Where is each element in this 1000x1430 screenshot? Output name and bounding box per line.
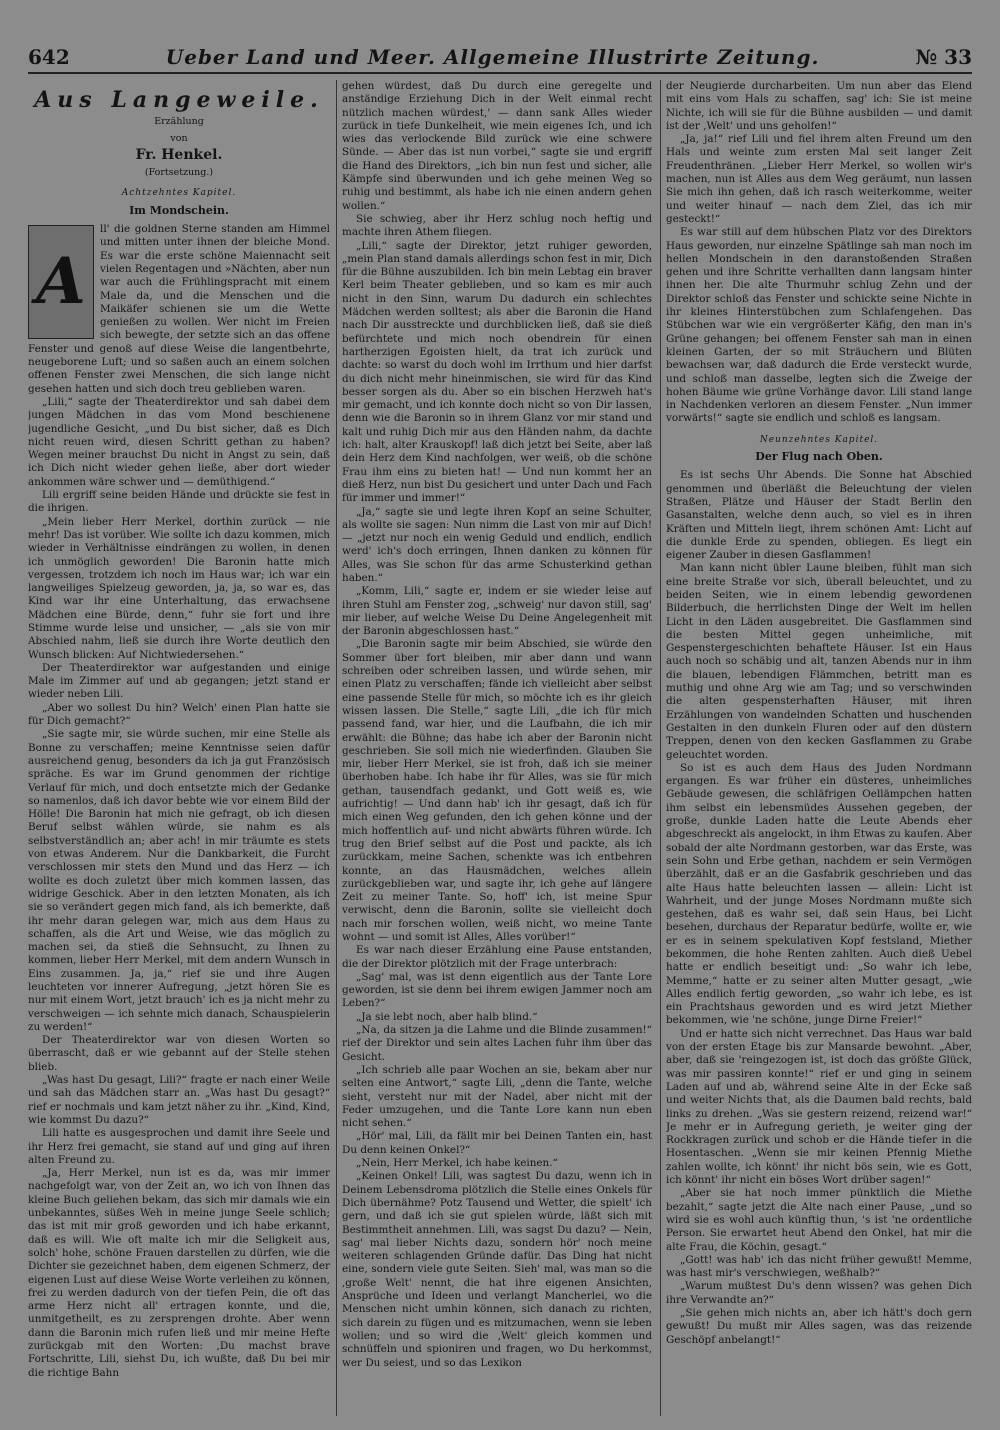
paragraph: „Was hast Du gesagt, Lili?“ fragte er nach einer Weile und sah das Mädchen starr an. „Was hast Du gesagt?“ rief er nochmals und kam jetzt näher zu ihr. „Kind, Kind, wie kommst Du dazu?“ (28, 1074, 330, 1126)
paragraph: „Ja, ja!“ rief Lili und fiel ihrem alten Freund um den Hals und weinte zum ersten Mal seit langer Zeit Freudenthränen. „Lieber Herr Merkel, so wollen wir's machen, nun ist Alles aus dem Weg geräumt, nun lassen Sie mich ihn gehen, daß ich rasch weiterkomme, weiter und weiter hinauf — nach dem Ziel, das ich mir gesteckt!“ (666, 133, 972, 225)
paragraph: „Gott! was hab' ich das nicht früher gewußt! Memme, was hast mir's verschwiegen, weßhalb?“ (666, 1253, 972, 1280)
paragraph: der Neugierde durcharbeiten. Um nun aber das Elend mit eins vom Hals zu schaffen, sag' ich: Sie ist meine Nichte, ich will sie für die Bühne ausbilden — und damit ist der ,Welt' und uns geholfen!“ (666, 80, 972, 132)
story-continuation: (Fortsetzung.) (144, 167, 214, 179)
story-subtitle: Erzählung (154, 116, 204, 128)
page-header (28, 40, 972, 74)
paragraph: „Keinen Onkel! Lili, was sagtest Du dazu, wenn ich in Deinem Lebensdroma plötzlich die Stelle eines Onkels für Dich übernähme? Potz Tausend und Wetter, die spielt' ich gern, und daß ich sie gut spielen würde, läßt sich mit Bestimmtheit annehmen. Lili, was sagst Du dazu? — Nein, sag' mal lieber Nichts dazu, sondern hör' noch meine weiteren schlagenden Gründe dafür. Das Ding hat nicht eine, sondern viele gute Seiten. Sieh' mal, was man so die ,große Welt' nennt, die hat ihre eigenen Ansichten, Ansprüche und Ideen und verlangt Mancherlei, wo die Menschen nicht umhin können, sich danach zu richten, sich darein zu fügen und es mitzumachen, wenn sie leben wollen; und so wird die ,Welt' gleich kommen und schnüffeln und spioniren und fragen, wo Du herkommst, wer Du seiest, und so das Lexikon (342, 1170, 652, 1369)
issue-number: № 33 (915, 45, 972, 69)
paragraph: Der Theaterdirektor war von diesen Worten so überrascht, daß er wie gebannt auf der Stelle stehen blieb. (28, 1034, 330, 1073)
header-rule (28, 72, 972, 74)
paragraph: ll' die goldnen Sterne standen am Himmel und mitten unter ihnen der bleiche Mond. Es war die erste schöne Maiennacht seit vielen Regentagen und »Nächten, aber nun war auch die Frühlingspracht mit einem Male da, und die Menschen und die Maikäfer schienen sie um die Wette genießen zu wollen. Wer nicht im Freien sich bewegte, der setzte sich an das offene Fenster und genoß auf diese Weise die langentbehrte, neugeborene Luft; und so saßen auch an einem solchen offenen Fenster zwei Menschen, die sich lange nicht gesehen hatten und sich doch treu geblieben waren. (28, 223, 330, 395)
page-number: 642 (28, 45, 70, 69)
column-divider (336, 80, 337, 1416)
masthead-title: Ueber Land und Meer. Allgemeine Illustrirte Zeitung. (165, 45, 820, 69)
paragraph: „Sie gehen mich nichts an, aber ich hätt's doch gern gewußt! Du mußt mir Alles sagen, was das reizende Geschöpf anbelangt!“ (666, 1307, 972, 1346)
story-title: Aus Langeweile. (34, 87, 324, 113)
paragraph: „Mein lieber Herr Merkel, dorthin zurück — nie mehr! Das ist vorüber. Wie sollte ich dazu kommen, mich wieder in Verhältnisse eindrängen zu wollen, in denen ich unmöglich geworden! Die Baronin hatte mich vergessen, trotzdem ich noch im Haus war; ich war ein langweiliges Spielzeug geworden, ja, ja, so war es, das Kind war ihr eine Unterhaltung, das erwachsene Mädchen eine Bürde, denn,“ fuhr sie fort und ihre Stimme wurde leise und unsicher, — „als sie von mir Abschied nahm, ließ sie durch ihre Worte deutlich den Wunsch blicken: Auf Nichtwiedersehen.“ (28, 515, 330, 661)
column-1 (28, 80, 330, 1416)
first-paragraph (28, 223, 330, 396)
paragraph: „Lili,“ sagte der Direktor, jetzt ruhiger geworden, „mein Plan stand damals allerdings schon fest in mir, Dich für die Bühne auszubilden. Ich bin mein Lebtag ein braver Kerl beim Theater geblieben, und so kam es mir auch nicht in den Sinn, warum Du dadurch ein schlechtes Mädchen werden solltest; als aber die Baronin die Hand nach Dir ausstreckte und durchblicken ließ, daß sie dieß befürchtete und mich noch obendrein für einen hartherzigen Egoisten hielt, da trat ich zurück und dachte: so warst du doch wohl im Irrthum und hier darfst du dich nicht mehr hineinmischen, sie wird für das Kind besser sorgen als du. Aber so ein bischen Herzweh hat's mir gemacht, und ich konnte doch nicht so von Dir lassen, denn wie die Baronin so in ihrem Glanz vor mir stand und kalt und ruhig Dich mir aus den Händen nahm, da dachte ich: halt, alter Krauskopf! laß dich jetzt bei Seite, aber laß dein Herz dem Kind nachfolgen, wer weiß, ob die schöne Frau ihm eins zu bieten hat! — Und nun kommt her an dieß Herz, nun bist Du gesichert und unter Dach und Fach für immer und immer!“ (342, 239, 652, 505)
paragraph: Lili hatte es ausgesprochen und damit ihre Seele und ihr Herz frei gemacht, sie stand auf und ging auf ihren alten Freund zu. (28, 1127, 330, 1166)
paragraph: Lili ergriff seine beiden Hände und drückte sie fest in die ihrigen. (28, 489, 330, 515)
paragraph: „Sie sagte mir, sie würde suchen, mir eine Stelle als Bonne zu verschaffen; meine Kenntnisse seien dafür ausreichend genug, besonders da ich ja gut Französisch spräche. Es war im Grund genommen der richtige Verlauf für mich, und doch entsetzte mich der Gedanke so namenlos, daß ich davor bebte wie vor einem Bild der Hölle! Die Baronin hat mich nie gefragt, ob ich diesen Beruf selbst wählen würde, sie nahm es als selbstverständlich an; aber ach! in mir träumte es stets von etwas Anderem. Nur die Dankbarkeit, die Furcht verschlossen mir stets den Mund und das Herz — ich wollte es doch zuletzt über mich kommen lassen, das widrige Geschick. Aber in den letzten Monaten, als ich sie so verändert gegen mich fand, als ich bemerkte, daß ihr mehr daran gelegen war, mich aus dem Haus zu schaffen, als die Art und Weise, wie das möglich zu machen sei, da stieß die Sehnsucht, zu Ihnen zu kommen, lieber Herr Merkel, mit dem andern Wunsch in Eins zusammen. Ja, ja,“ rief sie und ihre Augen leuchteten vor innerer Aufregung, „jetzt hören Sie es nur mit einem Wort, jetzt brauch' ich es ja nicht mehr zu verschweigen — ich sehnte mich danach, Schauspielerin zu werden!“ (28, 728, 330, 1033)
paragraph: „Lili,“ sagte der Theaterdirektor und sah dabei dem jungen Mädchen in das vom Mond beschienene jugendliche Gesicht, „und Du bist sicher, daß es Dich nicht reuen wird, diesen Schritt gethan zu haben? Wegen meiner brauchst Du nicht in Angst zu sein, daß ich Dich nicht wieder gehen ließe, aber dort wieder ankommen wäre schwer und — demüthigend.“ (28, 395, 330, 488)
paragraph: Und er hatte sich nicht verrechnet. Das Haus war bald von der ersten Etage bis zur Mansarde bewohnt. „Aber, aber, daß sie 'reingezogen ist, ist doch das größte Glück, was mir passiren konnte!“ rief er und ging in seinem Laden auf und ab, während seine Alte in der Ecke saß und weiter Nichts that, als die Daumen bald rechts, bald links zu drehen. „Was sie gestern reizend, reizend war!“ Je mehr er in Aufregung gerieth, je weiter ging der Rockkragen zurück und schob er die Hände tiefer in die Hosentaschen. „Wenn sie mir keinen Pfennig Miethe zahlen wollte, ich könnt' ihr nicht bös sein, wie es Gott, ich könnt' ihr nicht ein böses Wort drüber sagen!“ (666, 1027, 972, 1187)
paragraph: Man kann nicht übler Laune bleiben, fühlt man sich eine breite Straße vor sich, überall beleuchtet, und zu beiden Seiten, wie in einem lebendig gewordenen Bilderbuch, die herrlichsten Dinge der Welt im hellen Licht in den Läden ausgebreitet. Die Gasflammen sind die besten Mittel gegen unheimliche, mit Gespenstergeschichten behaftete Häuser. Ist ein Haus auch noch so schäbig und alt, tanzen Abends nur in ihm die blauen, lebendigen Flämmchen, betritt man es muthig und ohne Arg wie am Tag; und so verschwinden die alten gespensterhaften Häuser, mit ihren Erzählungen von wandelnden Schatten und huschenden Gestalten in den dunkeln Fluren oder auf den düstern Treppen, denen von den kecken Gasflammen zu Grabe geleuchtet worden. (666, 562, 972, 761)
chapter-heading: Achtzehntes Kapitel. (121, 188, 237, 199)
paragraph: So ist es auch dem Haus des Juden Nordmann ergangen. Es war früher ein düsteres, unheimliches Gebäude gewesen, die schläfrigen Oellämpchen hatten ihm selbst ein lebensmüdes Aussehen gegeben, der große, dunkle Laden hatte die Leute Abends eher abgeschreckt als angelockt, in ihm Etwas zu kaufen. Aber sobald der alte Nordmann gestorben, war das Erste, was sein Sohn und Erbe gethan, nachdem er sein Vermögen überzählt, daß er an die Gasfabrik geschrieben und das alte Haus hatte beleuchten lassen — allein: Licht ist Wahrheit, und der junge Moses Nordmann mußte sich gestehen, daß es wahr sei, daß sein Haus, bei Licht besehen, durchaus der Reparatur bedürfe, wollte er, wie er es in seinem spekulativen Kopf festsland, Miether bekommen, die hohe Renten zahlten. Auch dieß Uebel hatte er endlich beseitigt und: „So wahr ich lebe, Memme,“ hatte er zu seiner alten Mutter gesagt, „wie Alles endlich fertig geworden, „so wahr ich lebe, es ist ein Prachtshaus geworden und es wird jetzt Miether bekommen, wie 'ne schöne, junge Dirne Freier!“ (666, 761, 972, 1027)
paragraph: „Hör' mal, Lili, da fällt mir bei Deinen Tanten ein, hast Du denn keinen Onkel?“ (342, 1130, 652, 1156)
paragraph: Der Theaterdirektor war aufgestanden und einige Male im Zimmer auf und ab gegangen; jetzt stand er wieder neben Lili. (28, 661, 330, 701)
chapter-title: Im Mondschein. (129, 203, 229, 217)
paragraph: „Ich schrieb alle paar Wochen an sie, bekam aber nur selten eine Antwort,“ sagte Lili, „denn die Tante, welche sieht, versteht nur mit der Nadel, aber nicht mit der Feder umzugehen, und die Tante Lore kann nun eben nicht sehen.“ (342, 1063, 652, 1130)
column-3 (666, 80, 972, 1416)
paragraph: „Die Baronin sagte mir beim Abschied, sie würde den Sommer über fort bleiben, mir aber dann und wann schreiben oder schreiben lassen, und würde sehen, mir einen Platz zu verschaffen; fände ich vielleicht aber selbst eine passende Stelle für mich, so möchte ich es ihr gleich wissen lassen. Die Stelle,“ sagte Lili, „die ich für mich passend fand, war hier, und die Laufbahn, die ich mir erwählt: die Bühne; das habe ich aber der Baronin nicht geschrieben. Sie soll mich nie wiederfinden. Glauben Sie mir, lieber Herr Merkel, sie ist froh, daß ich sie meiner überhoben habe. Ich habe ihr für Alles, was sie für mich gethan, tausendfach gedankt, und Gott weiß es, wie aufrichtig! — Und dann hab' ich ihr gesagt, daß ich für mich einen Weg gefunden, den ich gehen könne und der mich hoffentlich auf- und nicht abwärts führen würde. Ich trug den Brief selbst auf die Post und packte, als ich zurückkam, meine Sachen, schenkte was ich entbehren konnte, an das Hausmädchen, welches allein zurückgeblieben war, und sagte ihr, ich gehe auf längere Zeit zu meiner Tante. So, hoff' ich, ist meine Spur verwischt, denn die Baronin, sollte sie vielleicht doch nach mir forschen wollen, weiß nicht, wo meine Tante wohnt — und somit ist Alles, Alles vorüber!“ (342, 638, 652, 943)
paragraph: „Aber sie hat noch immer pünktlich die Miethe bezahlt,“ sagte jetzt die Alte nach einer Pause, „und so wird sie es wohl auch künftig thun, 's ist 'ne ordentliche Person. Sie erwartet heut Abend den Onkel, hat mir die alte Frau, die Köchin, gesagt.“ (666, 1187, 972, 1253)
paragraph: Es war nach dieser Erzählung eine Pause entstanden, die der Direktor plötzlich mit der Frage unterbrach: (342, 944, 652, 970)
paragraph: „Aber wo sollest Du hin? Welch' einen Plan hatte sie für Dich gemacht?“ (28, 701, 330, 728)
story-by: von (170, 132, 188, 144)
chapter-heading: Neunzehntes Kapitel. (759, 434, 879, 445)
story-author: Fr. Henkel. (135, 146, 223, 163)
drop-cap-initial: A (28, 225, 94, 339)
paragraph: „Ja,“ sagte sie und legte ihren Kopf an seine Schulter, als wollte sie sagen: Nun nimm die Last von mir auf Dich! — „jetzt nur noch ein wenig Geduld und endlich, endlich werd' ich's doch erringen, Ihnen danken zu können für Alles, was Sie schon für das arme Schusterkind gethan haben.“ (342, 505, 652, 584)
paragraph: Es war still auf dem hübschen Platz vor des Direktors Haus geworden, nur einzelne Spätlinge sah man noch im hellen Mondschein in den daranstoßenden Straßen gehen und ihre Schritte verhallten dann langsam hinter ihnen her. Die alte Thurmuhr schlug Zehn und der Direktor schloß das Fenster und schickte seine Nichte in ihr kleines Hinterstübchen zum Schlafengehen. Das Stübchen war wie ein vergrößerter Käfig, den man in's Grüne gehangen; bei offenem Fenster sah man in einen kleinen Garten, der so mit Sträuchern und Blüten bewachsen war, daß dadurch die Erde versteckt wurde, und schloß man dasselbe, legten sich die Zweige der hohen Bäume wie grüne Vorhänge davor. Lili stand lange in Nachdenken verloren an diesem Fenster. „Nun immer vorwärts!“ sagte sie endlich und schloß es langsam. (666, 226, 972, 425)
column-divider (660, 80, 661, 1416)
chapter-title: Der Flug nach Oben. (755, 450, 883, 464)
paragraph: „Ja, Herr Merkel, nun ist es da, was mir immer nachgefolgt war, von der Zeit an, wo ich von Ihnen das kleine Buch geliehen bekam, das sich mir damals wie ein unbekanntes, süßes Weh in meine junge Seele schlich; das ist mit mir groß geworden und ich habe erkannt, daß es will. Wie oft malte ich mir die Seligkeit aus, solch' hohe, schöne Frauen darstellen zu dürfen, wie die Dichter sie gezeichnet haben, dem eigenen Schmerz, der eigenen Lust auf diese Weise Worte verleihen zu können, frei zu werden dadurch von der tiefen Pein, die oft das arme Herz nicht all' ertragen konnte, und die, unmitgetheilt, es zu zersprengen drohte. Aber wenn dann die Baronin mich rufen ließ und mir meine Hefte zurückgab mit den Worten: ,Du machst brave Fortschritte, Lili, siehst Du, ich wußte, daß Du bei mir die richtige Bahn (28, 1167, 330, 1379)
paragraph: „Ja sie lebt noch, aber halb blind.“ (356, 1010, 538, 1023)
paragraph: gehen würdest, daß Du durch eine geregelte und anständige Erziehung Dich in der Welt einmal recht nützlich machen würdest,' — dann sank Alles wieder zurück in tiefe Dunkelheit, wie mein eigenes Ich, und ich wies das verlockende Bild zurück wie eine schwere Sünde. — Aber das ist nun vorbei,“ sagte sie und ergriff die Hand des Direktors, „ich bin nun fest und sicher, alle Kämpfe sind überwunden und ich gehe meinen Weg so ruhig und bestimmt, als habe ich nie einen andern gehen wollen.“ (342, 80, 652, 212)
column-2 (342, 80, 652, 1416)
paragraph: Sie schwieg, aber ihr Herz schlug noch heftig und machte ihren Athem fliegen. (342, 212, 652, 239)
paragraph: „Na, da sitzen ja die Lahme und die Blinde zusammen!“ rief der Direktor und sein altes Lachen fuhr ihm über das Gesicht. (342, 1024, 652, 1063)
paragraph: „Nein, Herr Merkel, ich habe keinen.“ (356, 1157, 558, 1170)
paragraph: „Sag' mal, was ist denn eigentlich aus der Tante Lore geworden, ist sie denn bei ihrem ewigen Jammer noch am Leben?“ (342, 970, 652, 1010)
paragraph: „Warum mußtest Du's denn wissen? was gehen Dich ihre Verwandte an?“ (666, 1280, 972, 1306)
paragraph: Es ist sechs Uhr Abends. Die Sonne hat Abschied genommen und überläßt die Beleuchtung der vielen Straßen, Plätze und Häuser der Stadt Berlin den Gasanstalten, welche denn auch, so viel es in ihren Kräften und Mitteln liegt, ihrem schönen Amt: Licht auf die dunkle Erde zu spenden, obliegen. Es liegt ein eigener Zauber in diesen Gasflammen! (666, 469, 972, 562)
paragraph: „Komm, Lili,“ sagte er, indem er sie wieder leise auf ihren Stuhl am Fenster zog, „schweig' nur davon still, sag' mir lieber, auf welche Weise Du Deine Angelegenheit mit der Baronin abgeschlossen hast.“ (342, 585, 652, 638)
